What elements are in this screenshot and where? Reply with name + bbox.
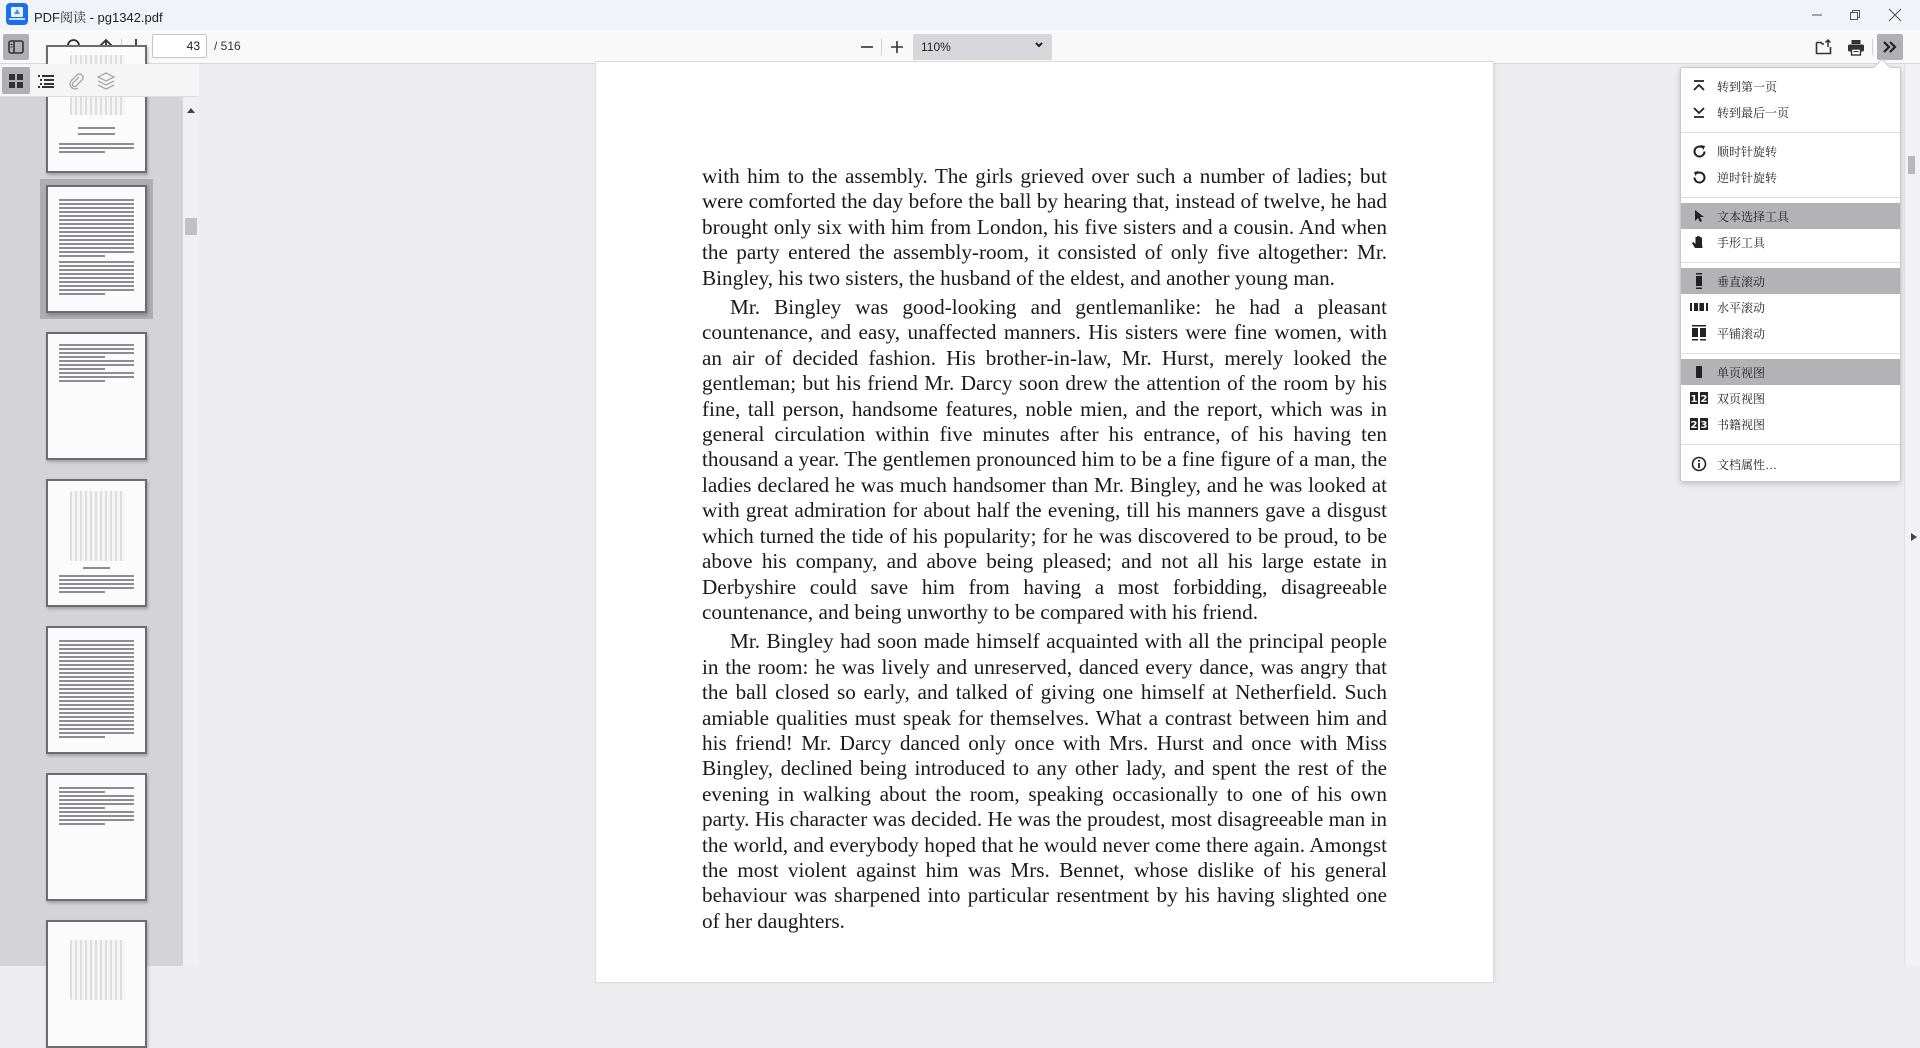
rotate-cw-icon — [1692, 144, 1707, 159]
page-text — [702, 164, 1387, 938]
menu-divider — [1681, 353, 1900, 354]
sidebar-scrollbar-thumb[interactable] — [185, 218, 197, 235]
page-count: / 516 — [214, 39, 241, 53]
book-view-icon — [1690, 418, 1708, 430]
svg-text:2: 2 — [1700, 394, 1708, 405]
scroll-up-arrow-icon[interactable] — [187, 108, 195, 113]
svg-text:2: 2 — [1690, 420, 1698, 431]
close-icon — [1888, 8, 1902, 22]
paperclip-icon — [68, 73, 84, 89]
document-viewer[interactable] — [200, 64, 1904, 966]
viewer-scrollbar[interactable] — [1904, 64, 1920, 966]
menu-divider — [1681, 132, 1900, 133]
last-page-icon — [1692, 105, 1706, 119]
print-icon — [1847, 39, 1865, 56]
zoom-select[interactable] — [913, 34, 1052, 60]
page-thumbnail-current[interactable] — [46, 185, 147, 313]
minimize-icon — [1811, 9, 1823, 21]
vertical-scroll-icon — [1694, 273, 1704, 289]
page-thumbnail[interactable] — [46, 773, 147, 901]
menu-item-rotate-clockwise[interactable]: 顺时针旋转 — [1681, 138, 1900, 164]
tab-thumbnails[interactable] — [2, 67, 30, 94]
paragraph: Mr. Bingley was good-looking and gentlemanlike: he had a pleasant countenance, and easy, unaffected manners. His sisters were fine women, with an air of decided fashion. His brother-in-law, Mr. Hurst, merely looked the gentleman; but his friend Mr. Darcy soon drew the attention of the room by his fine, tall person, handsome features, noble mien, and the report, which was in general circulation within five minutes after his entrance, of his having ten thousand a year. The gentlemen pronounced him to be a fine figure of a man, the ladies declared he was much handsomer than Mr. Bingley, and he was looked at with great admiration for about half the evening, till his manners gave a disgust which turned the tide of his popularity; for he was discovered to be proud, to be above his company, and above being pleased; and not all his large estate in Derbyshire could save him from having a most forbidding, disagreeable countenance, and being unworthy to be compared with his friend. — [702, 295, 1387, 624]
sidebar-scrollbar[interactable] — [183, 97, 199, 966]
open-file-button[interactable] — [1811, 34, 1837, 60]
grid-icon — [8, 73, 24, 89]
close-button[interactable] — [1872, 0, 1918, 30]
page-thumbnail[interactable] — [46, 479, 147, 607]
pdf-page — [596, 62, 1493, 982]
list-icon — [38, 74, 54, 88]
tab-layers[interactable] — [92, 67, 120, 94]
tools-menu — [1680, 67, 1901, 482]
toolbar-divider — [881, 39, 882, 55]
menu-item-two-page-view[interactable]: 1 2 双页视图 — [1690, 391, 1766, 406]
open-file-icon — [1815, 39, 1833, 55]
menu-divider — [1681, 197, 1900, 198]
svg-text:1: 1 — [1690, 394, 1698, 405]
single-page-icon — [1694, 365, 1704, 379]
hand-icon — [1691, 234, 1707, 250]
viewer-scrollbar-thumb[interactable] — [1908, 156, 1915, 174]
chevron-down-icon — [1034, 40, 1044, 50]
toolbar-divider — [1872, 39, 1873, 55]
cursor-icon — [1693, 209, 1705, 223]
thumbnail-illustration — [70, 491, 125, 561]
page-thumbnail[interactable] — [46, 920, 147, 1048]
zoom-out-button[interactable] — [854, 34, 880, 60]
page-number-input[interactable] — [152, 34, 207, 58]
toolbar — [0, 30, 1920, 64]
menu-item-rotate-counterclockwise[interactable]: 逆时针旋转 — [1681, 164, 1900, 190]
app-logo-icon — [6, 3, 28, 25]
menu-item-horizontal-scroll[interactable]: 水平滚动 — [1681, 294, 1900, 320]
sidebar-toggle-button[interactable] — [3, 34, 29, 60]
menu-divider — [1681, 262, 1900, 263]
menu-item-wrapped-scroll[interactable]: 平铺滚动 — [1681, 320, 1900, 346]
zoom-value: 110% — [921, 40, 951, 54]
two-page-icon — [1690, 392, 1708, 404]
double-chevron-right-icon — [1882, 40, 1898, 54]
wrapped-scroll-icon — [1691, 325, 1707, 341]
menu-item-document-properties[interactable]: 文档属性… — [1681, 451, 1900, 477]
restore-icon — [1849, 9, 1861, 21]
zoom-in-button[interactable] — [884, 34, 910, 60]
layers-icon — [97, 72, 115, 90]
thumbnail-illustration — [70, 940, 125, 1000]
sidebar-tabs — [0, 64, 199, 97]
window-title: PDF阅读 - pg1342.pdf — [34, 10, 163, 25]
page-thumbnail[interactable] — [46, 626, 147, 754]
sidebar — [0, 64, 199, 966]
plus-icon — [890, 40, 904, 54]
sidebar-icon — [8, 40, 24, 54]
rotate-ccw-icon — [1692, 170, 1707, 185]
menu-item-text-select-tool[interactable]: 文本选择工具 — [1681, 203, 1900, 229]
tools-button[interactable] — [1877, 34, 1903, 60]
menu-item-first-page[interactable]: 转到第一页 — [1681, 73, 1900, 99]
paragraph: with him to the assembly. The girls grieved over such a number of ladies; but were comforted the day before the ball by hearing that, instead of twelve, he had brought only six with him from London, his five sisters and a cousin. And when the party entered the assembly-room, it consisted of only five altogether: Mr. Bingley, his two sisters, the husband of the eldest, and another young man. — [702, 164, 1387, 290]
tab-outline[interactable] — [32, 67, 60, 94]
first-page-icon — [1692, 79, 1706, 93]
tab-attachments[interactable] — [62, 67, 90, 94]
menu-item-hand-tool[interactable]: 手形工具 — [1681, 229, 1900, 255]
minus-icon — [860, 40, 874, 54]
title-bar — [0, 0, 1920, 30]
svg-text:3: 3 — [1700, 420, 1708, 431]
menu-item-vertical-scroll[interactable]: 垂直滚动 — [1681, 268, 1900, 294]
paragraph: Mr. Bingley had soon made himself acquainted with all the principal people in the room: he was lively and unreserved, danced every dance, was angry that the ball closed so early, and talked of giving one himself at Netherfield. Such amiable qualities must speak for themselves. What a contrast between him and his friend! Mr. Darcy danced only once with Mrs. Hurst and once with Miss Bingley, declined being introduced to any other lady, and spent the rest of the evening in walking about the room, speaking occasionally to one of his own party. His character was decided. He was the proudest, most disagreeable man in the world, and everybody hoped that he would never come there again. Amongst the most violent against him was Mrs. Bennet, whose dislike of his general behaviour was sharpened into particular resentment by his having slighted one of her daughters. — [702, 629, 1387, 933]
menu-item-single-page-view[interactable]: 单页视图 — [1681, 359, 1900, 385]
page-thumbnail[interactable] — [46, 332, 147, 460]
print-button[interactable] — [1843, 34, 1869, 60]
menu-item-book-view[interactable]: 2 3 书籍视图 — [1690, 417, 1766, 432]
menu-divider — [1681, 444, 1900, 445]
menu-item-last-page[interactable]: 转到最后一页 — [1681, 99, 1900, 125]
info-icon — [1691, 456, 1707, 472]
horizontal-scroll-icon — [1690, 302, 1708, 312]
scroll-right-arrow-icon[interactable] — [1911, 533, 1917, 541]
